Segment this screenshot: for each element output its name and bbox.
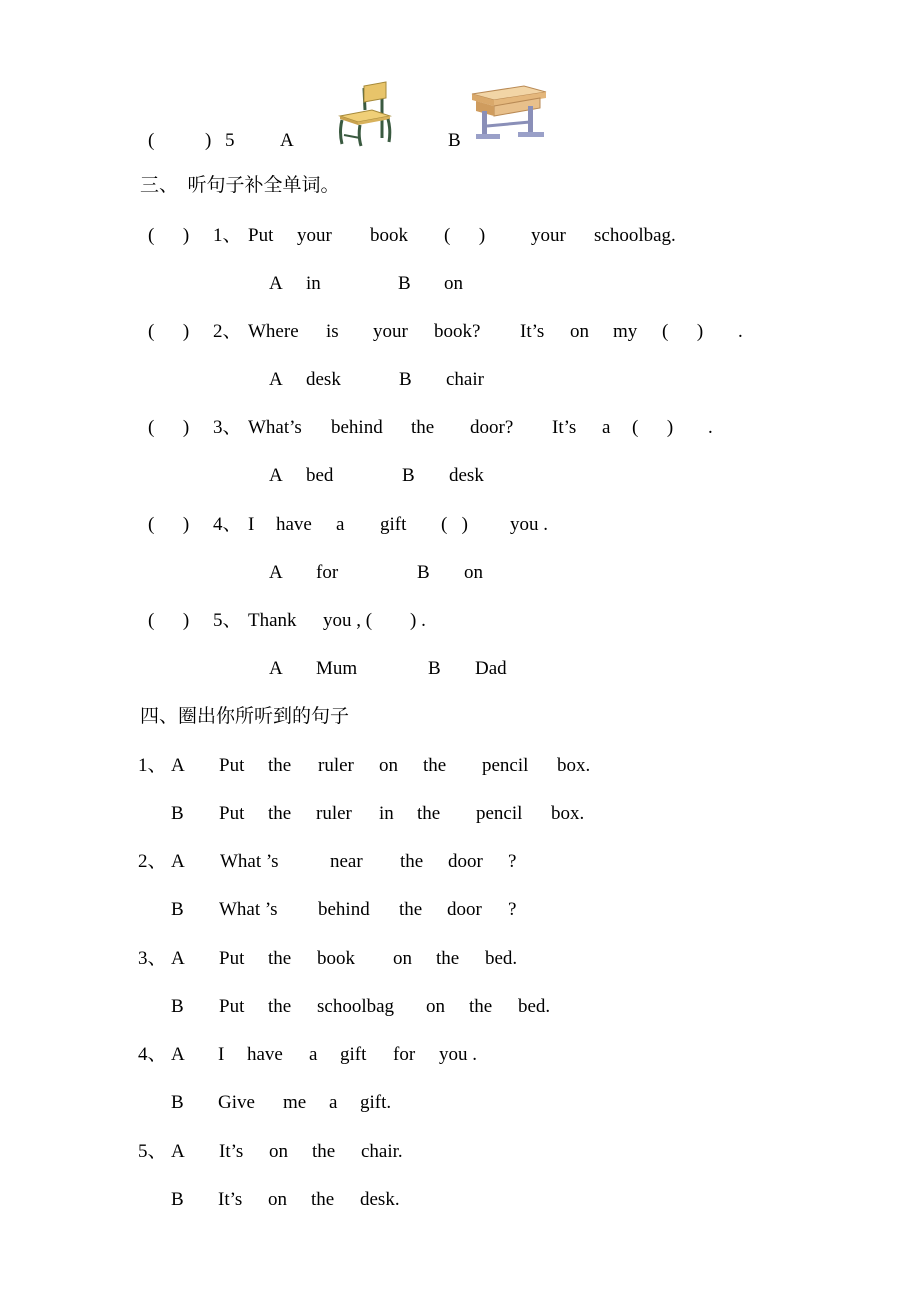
word: the	[311, 1189, 335, 1210]
word: .	[738, 321, 743, 342]
word: a	[329, 1092, 338, 1113]
chair-picture	[334, 80, 394, 148]
word: a	[309, 1044, 318, 1065]
option-b-word: desk	[449, 465, 484, 486]
word: door	[447, 899, 482, 920]
word: the	[411, 417, 435, 438]
word: on	[570, 321, 589, 342]
word: box.	[557, 755, 591, 776]
word: the	[268, 803, 292, 824]
word: you .	[510, 514, 548, 535]
option-b-label: B	[417, 562, 430, 583]
item-number: 5、	[138, 1141, 167, 1162]
word: door	[448, 851, 483, 872]
word: your	[373, 321, 408, 342]
s3-item-2-options	[0, 365, 920, 395]
blank-paren: ( )	[632, 417, 674, 438]
word: have	[247, 1044, 283, 1065]
word: Put	[248, 225, 274, 246]
word: Put	[219, 755, 245, 776]
word: What’s	[248, 417, 302, 438]
word: on	[268, 1189, 287, 1210]
word: What ’s	[219, 899, 278, 920]
word: near	[330, 851, 363, 872]
s4-item-2-b	[0, 895, 920, 925]
s3-item-3-question	[0, 413, 920, 443]
word: Thank	[248, 610, 297, 631]
word: the	[268, 996, 292, 1017]
s4-item-1-a	[0, 751, 920, 781]
s4-item-1-b	[0, 799, 920, 829]
word: the	[268, 755, 292, 776]
answer-paren-open: (	[148, 130, 155, 151]
blank-paren: ( )	[444, 225, 486, 246]
answer-paren: ( )	[148, 610, 190, 631]
word: my	[613, 321, 638, 342]
item-number: 2、	[213, 321, 242, 342]
s3-item-2-question	[0, 317, 920, 347]
word: It’s	[218, 1189, 243, 1210]
option-a-label: A	[269, 562, 283, 583]
word: a	[602, 417, 611, 438]
s4-item-4-a	[0, 1040, 920, 1070]
word: Put	[219, 996, 245, 1017]
word: on	[393, 948, 412, 969]
word: Give	[218, 1092, 255, 1113]
word: a	[336, 514, 345, 535]
option-a-label: A	[171, 1044, 185, 1065]
word: you .	[439, 1044, 477, 1065]
picture-question-row	[0, 126, 920, 156]
option-a-label: A	[269, 658, 283, 679]
s3-item-1-question	[0, 221, 920, 251]
option-b-label: B	[402, 465, 415, 486]
option-a-word: desk	[306, 369, 341, 390]
word: your	[531, 225, 566, 246]
option-a-label: A	[269, 369, 283, 390]
word: the	[399, 899, 423, 920]
s3-item-4-options	[0, 558, 920, 588]
word: schoolbag	[317, 996, 395, 1017]
word: me	[283, 1092, 307, 1113]
word: for	[393, 1044, 416, 1065]
s3-item-5-options	[0, 654, 920, 684]
option-a-word: for	[316, 562, 339, 583]
blank-paren: ( )	[441, 514, 468, 535]
option-b-word: chair	[446, 369, 484, 390]
option-b-word: on	[444, 273, 463, 294]
word: have	[276, 514, 312, 535]
answer-paren: ( )	[148, 514, 190, 535]
item-number: 4、	[213, 514, 242, 535]
word: I	[248, 514, 255, 535]
item-number: 1、	[213, 225, 242, 246]
option-b-label: B	[171, 1189, 184, 1210]
word: What ’s	[220, 851, 279, 872]
answer-paren-close: )	[205, 130, 212, 151]
word: ?	[508, 851, 517, 872]
option-a-label: A	[171, 948, 185, 969]
word: the	[436, 948, 460, 969]
option-b-word: Dad	[475, 658, 507, 679]
option-b-label: B	[428, 658, 441, 679]
word: desk.	[360, 1189, 400, 1210]
item-number: 3、	[213, 417, 242, 438]
word: .	[708, 417, 713, 438]
word: on	[379, 755, 398, 776]
answer-paren: ( )	[148, 225, 190, 246]
word: pencil	[482, 755, 529, 776]
s3-item-4-question	[0, 510, 920, 540]
option-a-label: A	[280, 130, 294, 151]
word: chair.	[361, 1141, 403, 1162]
word: gift.	[360, 1092, 392, 1113]
option-a-label: A	[269, 273, 283, 294]
word: bed.	[518, 996, 551, 1017]
option-b-label: B	[171, 996, 184, 1017]
word: you , (	[323, 610, 373, 631]
item-number: 2、	[138, 851, 167, 872]
word: ) .	[410, 610, 426, 631]
section-4-heading-row	[0, 702, 920, 732]
item-number: 4、	[138, 1044, 167, 1065]
word: It’s	[219, 1141, 244, 1162]
word: pencil	[476, 803, 523, 824]
s4-item-5-b	[0, 1185, 920, 1215]
desk-picture	[470, 84, 548, 146]
word: Where	[248, 321, 299, 342]
section-3-heading: 三、 听句子补全单词。	[140, 175, 340, 196]
option-a-label: A	[171, 755, 185, 776]
option-b-label: B	[399, 369, 412, 390]
question-number: 5	[225, 130, 235, 151]
option-a-word: in	[306, 273, 321, 294]
word: the	[312, 1141, 336, 1162]
option-a-label: A	[269, 465, 283, 486]
s4-item-4-b	[0, 1088, 920, 1118]
word: in	[379, 803, 394, 824]
option-b-label: B	[171, 1092, 184, 1113]
item-number: 3、	[138, 948, 167, 969]
word: ?	[508, 899, 517, 920]
word: the	[423, 755, 447, 776]
s3-item-5-question	[0, 606, 920, 636]
word: It’s	[520, 321, 545, 342]
option-a-word: Mum	[316, 658, 358, 679]
word: schoolbag.	[594, 225, 676, 246]
word: the	[417, 803, 441, 824]
word: gift	[340, 1044, 367, 1065]
answer-paren: ( )	[148, 321, 190, 342]
blank-paren: ( )	[662, 321, 704, 342]
option-b-label: B	[398, 273, 411, 294]
word: is	[326, 321, 339, 342]
word: Put	[219, 803, 245, 824]
section-4-heading: 四、圈出你所听到的句子	[140, 706, 350, 727]
item-number: 1、	[138, 755, 167, 776]
option-b-label: B	[448, 130, 461, 151]
option-a-label: A	[171, 851, 185, 872]
option-a-word: bed	[306, 465, 334, 486]
word: book	[370, 225, 408, 246]
s4-item-5-a	[0, 1137, 920, 1167]
word: Put	[219, 948, 245, 969]
word: behind	[318, 899, 370, 920]
section-3-heading-row	[0, 171, 920, 201]
word: on	[426, 996, 445, 1017]
word: behind	[331, 417, 383, 438]
word: bed.	[485, 948, 518, 969]
option-a-label: A	[171, 1141, 185, 1162]
word: ruler	[316, 803, 352, 824]
word: ruler	[318, 755, 354, 776]
word: book?	[434, 321, 481, 342]
word: on	[269, 1141, 288, 1162]
word: the	[400, 851, 424, 872]
word: your	[297, 225, 332, 246]
word: book	[317, 948, 355, 969]
word: I	[218, 1044, 225, 1065]
s3-item-3-options	[0, 461, 920, 491]
s4-item-3-b	[0, 992, 920, 1022]
word: the	[469, 996, 493, 1017]
s4-item-3-a	[0, 944, 920, 974]
s4-item-2-a	[0, 847, 920, 877]
word: gift	[380, 514, 407, 535]
option-b-label: B	[171, 899, 184, 920]
option-b-label: B	[171, 803, 184, 824]
word: the	[268, 948, 292, 969]
word: box.	[551, 803, 585, 824]
item-number: 5、	[213, 610, 242, 631]
word: door?	[470, 417, 514, 438]
s3-item-1-options	[0, 269, 920, 299]
word: It’s	[552, 417, 577, 438]
option-b-word: on	[464, 562, 483, 583]
answer-paren: ( )	[148, 417, 190, 438]
